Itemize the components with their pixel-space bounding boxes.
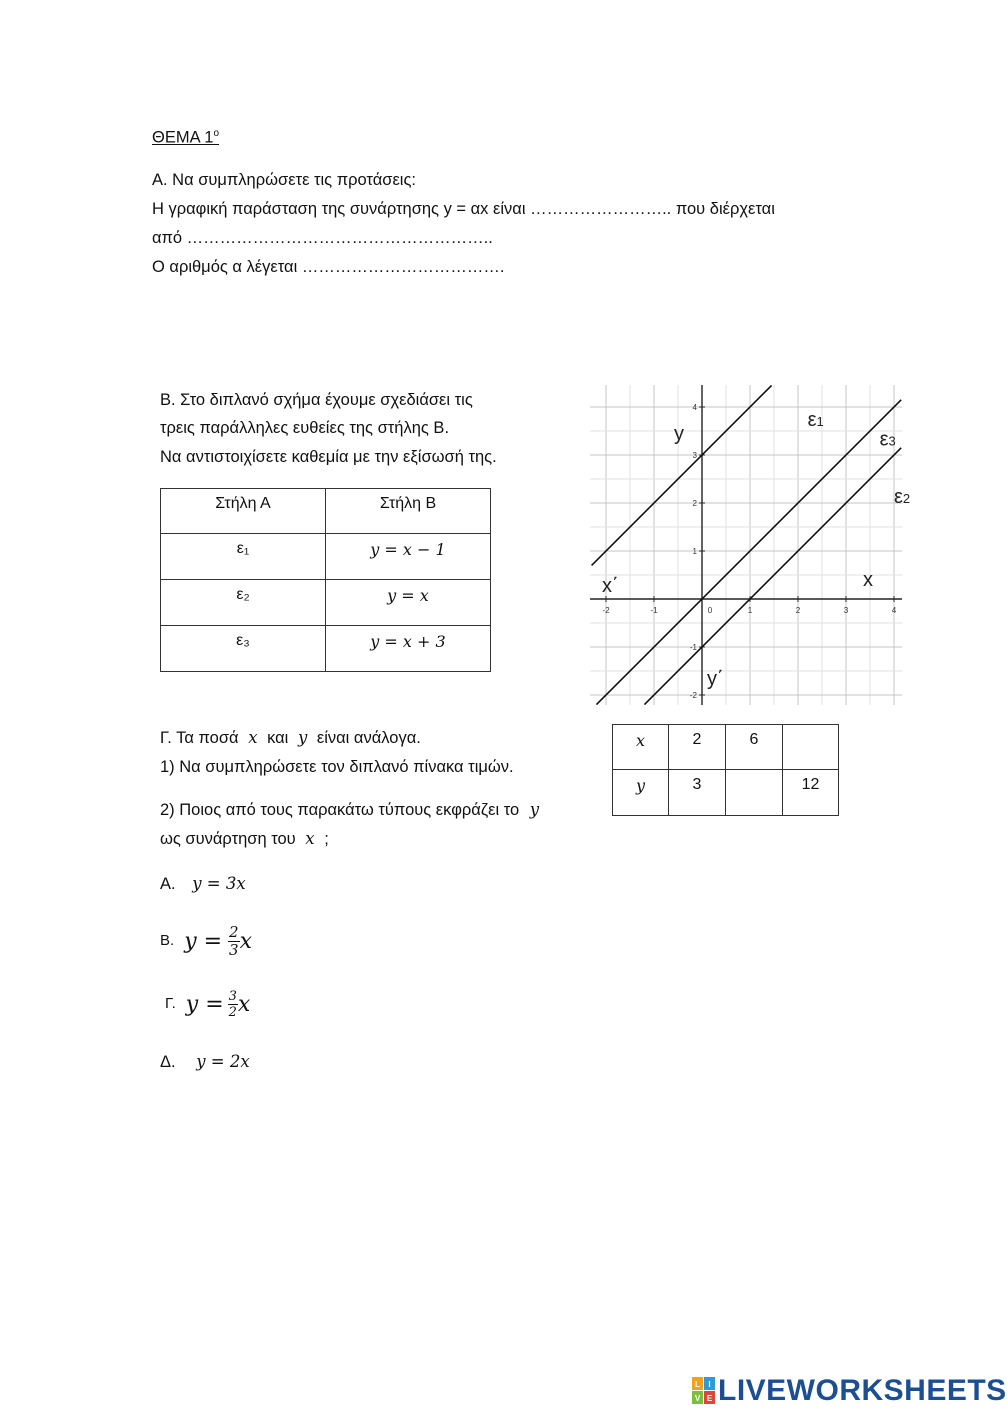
y-tick-label: 4 [692,403,697,412]
x-tick-label: 1 [747,606,753,615]
line-label-epsilon-3: ε3 [879,428,896,451]
values-cell: 3 [669,770,726,816]
x-axis-label: x [863,569,873,591]
svg-text:I: I [708,1380,711,1389]
x-tick-label: -2 [602,606,610,615]
y-axis-label: y [674,423,684,445]
x-tick-label: 2 [795,606,801,615]
table-cell-line-label: ε₁ [161,534,326,580]
graph-labels [602,409,910,690]
part-a-heading: Α. Να συμπληρώσετε τις προτάσεις: [152,171,416,189]
svg-text:E: E [706,1394,713,1403]
line-epsilon-1 [592,385,772,565]
y-negative-axis-label: y΄ [707,668,724,690]
part-c-line-4: ως συνάρτηση του x ; [160,829,329,848]
table-cell-equation: y = x [326,580,491,626]
option-b[interactable]: Β. y = $\frac{2}{3}$ x [160,922,253,959]
values-cell: 2 [669,725,726,770]
x-tick-label: 0 [707,606,713,615]
option-c[interactable]: Γ. y = $\frac{3}{2}$ x [165,988,251,1020]
table-cell-equation: y = x + 3 [326,626,491,672]
y-tick-label: -1 [689,643,697,652]
y-tick-label: 1 [692,547,697,556]
option-a[interactable]: Α. y = 3x [160,874,246,893]
values-cell: 6 [726,725,783,770]
values-table [612,724,839,816]
table-header-column-b: Στήλη Β [326,489,491,534]
liveworksheets-badge-icon [692,1377,716,1405]
x-tick-label: -1 [650,606,658,615]
table-header-column-a: Στήλη Α [161,489,326,534]
part-a-line-3: Ο αριθμός α λέγεται ………………………………. [152,258,505,276]
graph-lines [592,385,902,704]
values-row-x-header: x [613,725,669,770]
values-cell: 12 [783,770,839,816]
table-cell-line-label: ε₃ [161,626,326,672]
x-negative-axis-label: x΄ [602,575,619,597]
line-label-epsilon-1: ε1 [807,409,824,432]
liveworksheets-logo-text: LIVEWORKSHEETS [718,1374,1007,1407]
option-d[interactable]: Δ. y = 2x [160,1052,250,1071]
part-a-line-1: Η γραφική παράσταση της συνάρτησης y = αx είναι …………………….. που διέρχεται [152,200,775,218]
part-c-line-3: 2) Ποιος από τους παρακάτω τύπους εκφράζει το y [160,800,540,819]
part-b-line-1: Β. Στο διπλανό σχήμα έχουμε σχεδιάσει τις [160,391,473,409]
x-tick-label: 4 [891,606,897,615]
page-title: ΘΕΜΑ $1^o$ [152,128,220,147]
table-cell-line-label: ε₂ [161,580,326,626]
line-label-epsilon-2: ε2 [894,486,911,508]
y-tick-label: -2 [689,691,697,700]
x-tick-label: 3 [843,606,849,615]
part-a-line-2: από ……………………………………………….. [152,229,493,247]
part-c-line-1: Γ. Τα ποσά x και y είναι ανάλογα. [160,728,421,747]
graph-grid [590,385,902,705]
line-epsilon-3 [596,400,901,705]
liveworksheets-logo [692,1374,1007,1408]
svg-text:V: V [694,1394,701,1403]
y-tick-label: 3 [692,451,697,460]
graph-axes [590,385,902,705]
values-row-y-header: y [613,770,669,816]
values-cell-blank[interactable] [726,770,783,816]
table-cell-equation: y = x − 1 [326,534,491,580]
matching-table [160,488,491,672]
svg-text:L: L [695,1380,700,1389]
part-b-line-3: Να αντιστοιχίσετε καθεμία με την εξίσωσή της. [160,448,497,466]
y-tick-label: 2 [692,499,697,508]
coordinate-graph [590,385,911,705]
values-cell-blank[interactable] [783,725,839,770]
part-b-line-2: τρεις παράλληλες ευθείες της στήλης Β. [160,419,450,437]
part-c-line-2: 1) Να συμπληρώσετε τον διπλανό πίνακα τιμών. [160,758,514,776]
